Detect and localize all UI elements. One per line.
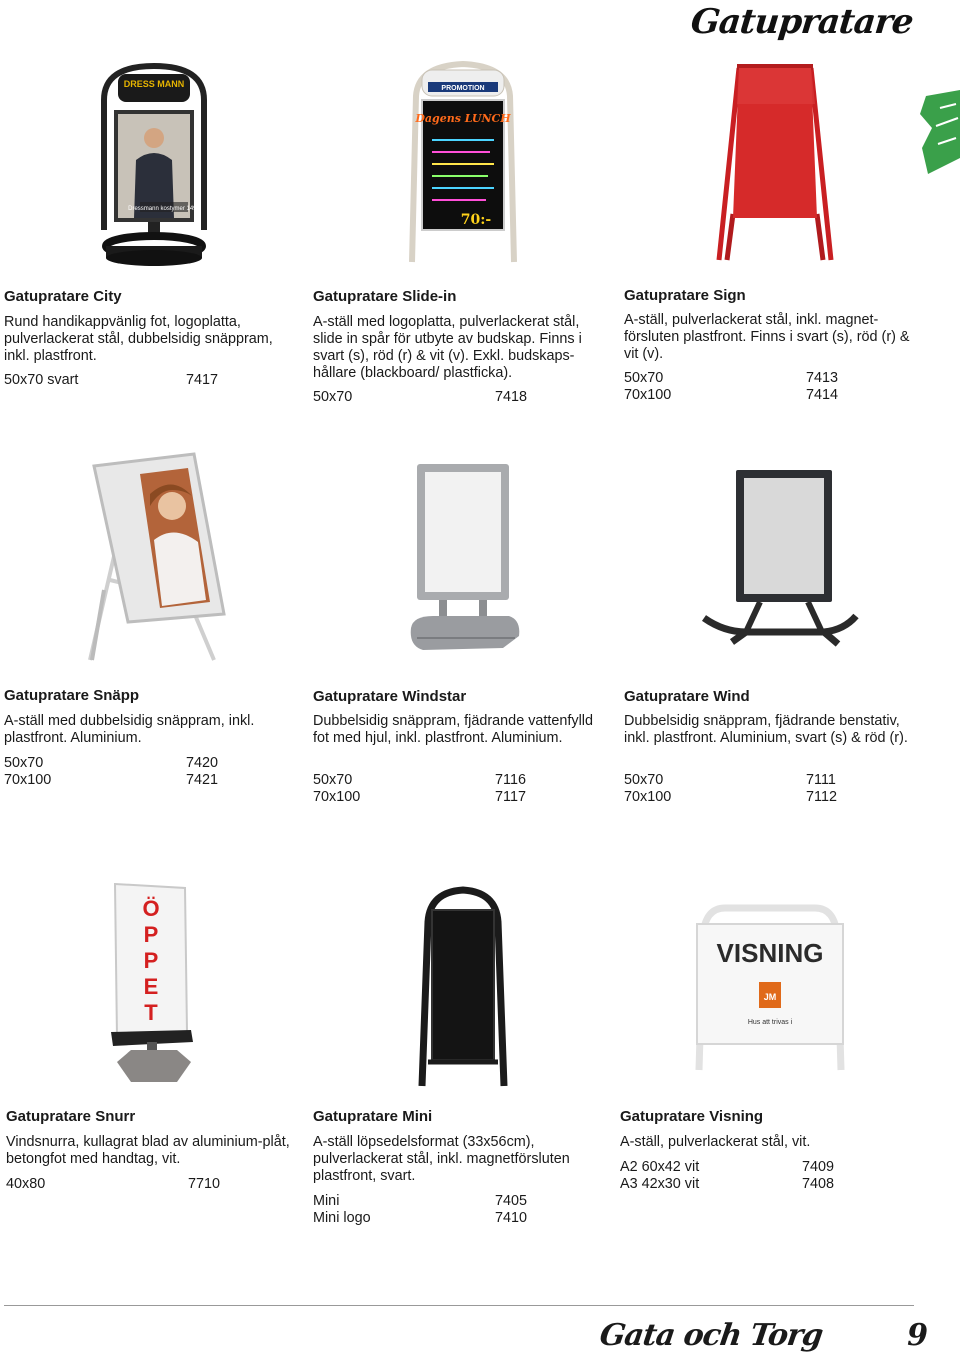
product-image-slidein [313,56,613,266]
product-desc-city: Rund handikappvänlig fot, logoplatta, pulverlackerat stål, dubbelsidig snäppram, inkl. plastfront. [4,314,273,364]
product-title-wind: Gatupratare Wind [624,688,750,705]
snurr-letter: E [143,974,159,999]
product-title-snurr: Gatupratare Snurr [6,1108,136,1125]
product-image-city [4,60,304,270]
variant-size: 50x70 [624,772,664,788]
variant-size: Mini [313,1193,340,1209]
product-desc-windstar: Dubbelsidig snäppram, fjädrande vattenfylld fot med hjul, inkl. plastfront. Aluminium. [313,713,593,746]
slidein-price: 70:- [460,212,492,228]
variant-code: 7418 [495,389,528,405]
variant-size: A3 42x30 vit [620,1176,700,1192]
variant-size: 70x100 [624,789,672,805]
variant-code: 7710 [188,1176,221,1192]
variant-size: 50x70 [624,370,664,386]
slidein-logo: PROMOTION [441,85,485,92]
page-number: 9 [907,1318,928,1353]
variant-code: 7410 [495,1210,528,1226]
variant-size: Mini logo [313,1210,371,1226]
variant-code: 7417 [186,372,219,388]
variant-code: 7111 [806,772,836,788]
variant-size: 50x70 svart [4,372,79,388]
snurr-letter: Ö [142,896,160,921]
variant-code: 7409 [802,1159,835,1175]
variant-code: 7117 [495,789,526,805]
variant-size: 40x80 [6,1176,46,1192]
visning-sign-text: VISNING [716,938,824,968]
product-image-visning [620,902,920,1072]
product-desc-sign: A-ställ, pulverlackerat stål, inkl. magnet-försluten plastfront. Finns i svart (s), röd (r) & vit (v). [624,312,910,362]
product-desc-snapp: A-ställ med dubbelsidig snäppram, inkl. plastfront. Aluminium. [4,713,255,746]
product-image-windstar [313,460,613,656]
page-title: Gatupratare [688,2,915,42]
variant-code: 7413 [806,370,839,386]
variant-code: 7405 [495,1193,528,1209]
product-title-windstar: Gatupratare Windstar [313,688,467,705]
footer-divider [4,1305,914,1306]
slidein-headline: Dagens LUNCH [415,112,511,125]
product-image-wind [624,466,924,656]
product-image-mini [313,882,613,1088]
variant-code: 7414 [806,387,839,403]
product-image-snurr [6,882,306,1088]
variant-code: 7112 [806,789,837,805]
variant-size: 50x70 [4,755,44,771]
variant-size: 70x100 [624,387,672,403]
snurr-letter: P [143,948,159,973]
variant-size: 70x100 [4,772,52,788]
product-title-slidein: Gatupratare Slide-in [313,288,457,305]
snurr-letter: P [143,922,159,947]
variant-code: 7420 [186,755,219,771]
variant-size: A2 60x42 vit [620,1159,700,1175]
snurr-letter: T [144,1000,158,1025]
variant-size: 50x70 [313,389,353,405]
green-brush-decoration [918,88,960,180]
product-desc-mini: A-ställ löpsedelsformat (33x56cm), pulverlackerat stål, inkl. magnetförsluten plastfront, svart. [313,1134,570,1184]
product-title-snapp: Gatupratare Snäpp [4,687,140,704]
product-image-snapp [4,450,304,666]
product-title-mini: Gatupratare Mini [313,1108,433,1125]
city-tag: Dressmann kostymer 1495 [128,206,200,212]
product-title-city: Gatupratare City [4,288,122,305]
variant-size: 50x70 [313,772,353,788]
variant-code: 7408 [802,1176,835,1192]
product-desc-snurr: Vindsnurra, kullagrat blad av aluminium-plåt, betongfot med handtag, vit. [6,1134,290,1167]
city-logo: DRESS MANN [123,79,185,89]
product-desc-slidein: A-ställ med logoplatta, pulverlackerat stål, slide in spår för utbyte av budskap. Finns i svart (s), röd (r) & vit (v). Exkl. budskaps-hållare (blackboard/ plastficka). [313,314,582,381]
visning-logo: JM [763,992,777,1002]
visning-caption: Hus att trivas i [747,1019,793,1026]
variant-size: 70x100 [313,789,361,805]
product-title-sign: Gatupratare Sign [624,287,746,304]
product-desc-wind: Dubbelsidig snäppram, fjädrande benstativ, inkl. plastfront. Aluminium, svart (s) & röd (r). [624,713,908,746]
variant-code: 7116 [495,772,526,788]
variant-code: 7421 [186,772,219,788]
product-desc-visning: A-ställ, pulverlackerat stål, vit. [620,1134,811,1150]
footer-section-title: Gata och Torg [597,1318,825,1353]
product-title-visning: Gatupratare Visning [620,1108,764,1125]
product-image-sign [624,54,924,264]
